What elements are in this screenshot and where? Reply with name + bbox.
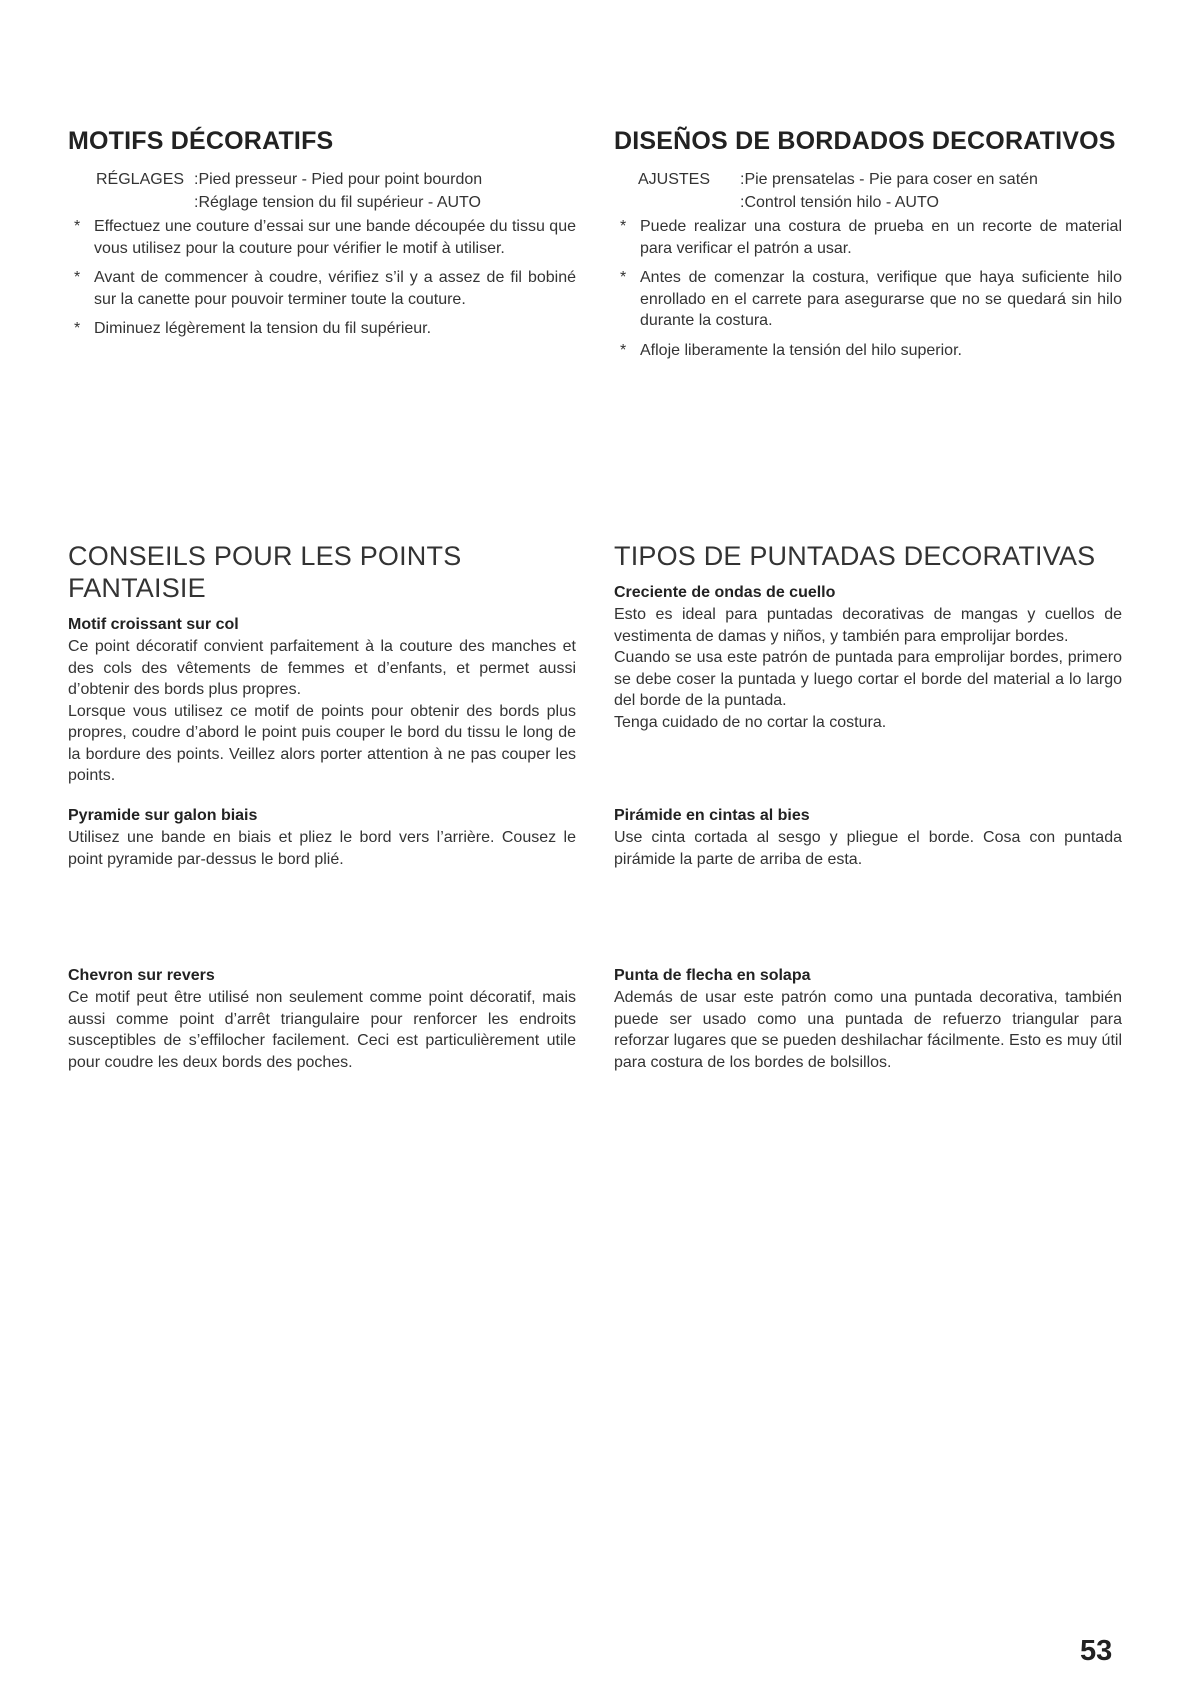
es-settings-label: AJUSTES — [638, 171, 711, 188]
fr-pyramide-title: Pyramide sur galon biais — [68, 807, 258, 824]
fr-pyramide-text: Utilisez une bande en biais et pliez le bord vers l’arrière. Cousez le point pyramide par-dessus le bord plié. — [68, 829, 576, 868]
fr-conseils-title: CONSEILS POUR LES POINTS FANTAISIE — [68, 541, 462, 603]
fr-notes-list — [68, 216, 576, 340]
es-creciente-title: Creciente de ondas de cuello — [614, 584, 836, 601]
es-piramide-title: Pirámide en cintas al bies — [614, 807, 810, 824]
es-creciente-text2: Cuando se usa este patrón de puntada para emprolijar bordes, primero se debe coser la puntada y luego cortar el borde del material a lo largo del borde de la puntada. — [614, 649, 1122, 709]
es-settings — [614, 168, 1122, 214]
list-item: * Diminuez légèrement la tension du fil supérieur. — [74, 320, 432, 337]
fr-motifs-section — [68, 126, 576, 348]
list-item: * Puede realizar una costura de prueba en un recorte de material para verificar el patrón a usar. — [620, 218, 1122, 257]
fr-motif-title: Motif croissant sur col — [68, 616, 239, 633]
fr-conseils-section — [68, 540, 576, 787]
es-punta-text: Además de usar este patrón como una puntada decorativa, también puede ser usado como una puntada de refuerzo triangular para reforzar lugares que se pueden deshilachar fácilmente. Esto es muy útil para costura de los bordes de bolsillos. — [614, 989, 1122, 1071]
es-creciente-text: Esto es ideal para puntadas decorativas de mangas y cuellos de vestimenta de damas y niños, y también para emprolijar bordes. — [614, 606, 1122, 645]
es-piramide-text: Use cinta cortada al sesgo y pliegue el borde. Cosa con puntada pirámide la parte de arriba de esta. — [614, 829, 1122, 868]
list-item: * Effectuez une couture d’essai sur une bande découpée du tissu que vous utilisez pour la couture pour vérifier le motif à utiliser. — [74, 218, 576, 257]
list-item: * Antes de comenzar la costura, verifique que haya suficiente hilo enrollado en el carrete para asegurarse que no se quedará sin hilo durante la costura. — [620, 269, 1122, 329]
es-punta-section — [614, 965, 1122, 1073]
fr-motif-text2: Lorsque vous utilisez ce motif de points pour obtenir des bords plus propres, coudre d’abord le point puis couper le bord du tissu le long de la bordure des points. Veillez alors porter attention à ne pas couper les points. — [68, 702, 576, 784]
fr-settings-line2: :Réglage tension du fil supérieur - AUTO — [194, 194, 481, 211]
es-disenos-section — [614, 126, 1122, 369]
fr-chevron-text: Ce motif peut être utilisé non seulement comme point décoratif, mais aussi comme point d’arrêt triangulaire pour renforcer les endroits susceptibles de s’effilocher facilement. Ceci est particulièrement utile pour coudre les deux bords des poches. — [68, 989, 576, 1071]
es-tipos-title: TIPOS DE PUNTADAS DECORATIVAS — [614, 541, 1096, 571]
es-tipos-section — [614, 540, 1122, 733]
es-disenos-title: DISEÑOS DE BORDADOS DECORATIVOS — [614, 127, 1116, 155]
fr-motif-text: Ce point décoratif convient parfaitement à la couture des manches et des cols des vêtements de femmes et d’enfants, et permet aussi d’obtenir des bords plus propres. — [68, 638, 576, 698]
es-settings-line1: :Pie prensatelas - Pie para coser en satén — [740, 171, 1038, 188]
es-piramide-section — [614, 805, 1122, 870]
list-item: * Afloje liberamente la tensión del hilo superior. — [620, 341, 962, 359]
es-notes-list — [614, 216, 1122, 361]
es-creciente-text3: Tenga cuidado de no cortar la costura. — [614, 713, 887, 731]
fr-chevron-section — [68, 965, 576, 1073]
fr-settings-line1: :Pied presseur - Pied pour point bourdon — [194, 171, 483, 188]
fr-settings-label: RÉGLAGES — [96, 171, 185, 188]
fr-pyramide-section — [68, 805, 576, 870]
page-number: 53 — [1080, 1635, 1113, 1667]
list-item: * Avant de commencer à coudre, vérifiez s’il y a assez de fil bobiné sur la canette pour pouvoir terminer toute la couture. — [74, 269, 576, 308]
es-settings-line2: :Control tensión hilo - AUTO — [740, 194, 939, 211]
fr-motifs-title: MOTIFS DÉCORATIFS — [68, 127, 334, 155]
fr-settings — [68, 168, 576, 214]
fr-chevron-title: Chevron sur revers — [68, 967, 215, 984]
es-punta-title: Punta de flecha en solapa — [614, 967, 811, 984]
